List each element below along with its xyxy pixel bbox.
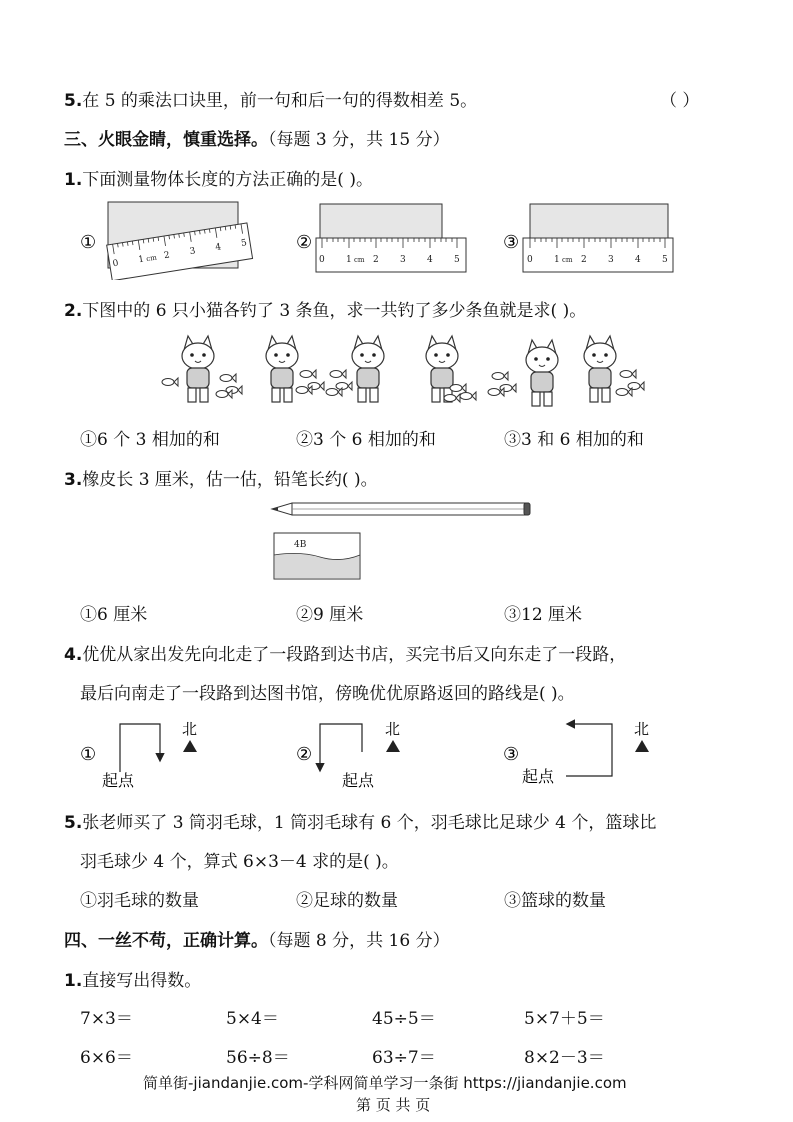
page-number: 第 页 共 页 xyxy=(356,1096,431,1114)
tick-label: 3 xyxy=(400,255,406,265)
calc-item[interactable]: 5×7＋5＝ xyxy=(524,1009,605,1029)
section-4-heading xyxy=(64,926,450,951)
question-number: 2. xyxy=(64,301,83,321)
cat-6 xyxy=(584,336,644,402)
unit-label: cm xyxy=(145,253,158,264)
route-option-3[interactable] xyxy=(503,720,649,786)
cats-fishing-illustration xyxy=(160,330,650,410)
option-mark: ② xyxy=(296,232,313,253)
cat-5 xyxy=(488,340,558,406)
question-text: 优优从家出发先向北走了一段路到达书店，买完书后又向东走了一段路， xyxy=(82,645,627,665)
q3-option-1[interactable]: ①6 厘米 xyxy=(80,605,148,625)
ruler xyxy=(316,238,466,272)
question-2 xyxy=(64,296,586,321)
calc-item[interactable]: 7×3＝ xyxy=(80,1009,133,1029)
calc-item[interactable]: 5×4＝ xyxy=(226,1009,279,1029)
tick-label: 4 xyxy=(214,242,222,254)
tick-label: 1 xyxy=(137,254,145,266)
section-note: （每题 8 分，共 16 分） xyxy=(268,931,450,951)
section-title: 三、火眼金睛，慎重选择。 xyxy=(64,130,268,150)
north-label: 北 xyxy=(182,720,198,738)
tick-label: 0 xyxy=(527,255,533,265)
north-arrow-icon xyxy=(635,740,649,752)
question-prev-5 xyxy=(64,86,477,111)
tick-label: 5 xyxy=(454,255,460,265)
question-4-1 xyxy=(64,966,201,991)
section-title: 四、一丝不苟，正确计算。 xyxy=(64,931,268,951)
question-1 xyxy=(64,165,373,190)
question-text: 直接写出得数。 xyxy=(82,971,202,991)
object-bar xyxy=(320,204,442,238)
north-label: 北 xyxy=(634,720,650,738)
q5-option-2[interactable]: ②足球的数量 xyxy=(296,891,398,911)
pencil-eraser-figure xyxy=(270,497,540,583)
tick-label: 4 xyxy=(427,255,433,265)
start-label: 起点 xyxy=(342,771,375,790)
option-2-ruler xyxy=(316,204,466,272)
tick-label: 1 xyxy=(554,255,560,265)
start-label: 起点 xyxy=(102,771,135,790)
unit-label: cm xyxy=(354,256,365,264)
question-5-line-1 xyxy=(64,808,656,833)
question-text: 橡皮长 3 厘米，估一估，铅笔长约( )。 xyxy=(82,470,378,490)
question-4-line-2: 最后向南走了一段路到达图书馆，傍晚优优原路返回的路线是( )。 xyxy=(80,684,575,704)
question-number: 5. xyxy=(64,91,83,111)
north-arrow-icon xyxy=(183,740,197,752)
eraser xyxy=(274,533,360,579)
option-3-ruler xyxy=(523,204,673,272)
footer-watermark: 简单街-jiandanjie.com-学科网简单学习一条街 https://jiandanjie.com xyxy=(143,1074,627,1092)
q2-option-1[interactable]: ①6 个 3 相加的和 xyxy=(80,430,220,450)
tick-label: 1 xyxy=(346,255,352,265)
tick-label: 2 xyxy=(581,255,587,265)
start-label: 起点 xyxy=(522,767,555,786)
calc-item[interactable]: 56÷8＝ xyxy=(226,1048,290,1068)
cat-1 xyxy=(162,336,242,402)
section-3-heading xyxy=(64,125,450,150)
pencil xyxy=(272,503,530,515)
tick-label: 0 xyxy=(319,255,325,265)
tick-label: 3 xyxy=(189,246,197,258)
question-4-line-1 xyxy=(64,640,626,665)
question-5-line-2: 羽毛球少 4 个，算式 6×3－4 求的是( )。 xyxy=(80,852,399,872)
option-mark: ③ xyxy=(503,232,520,253)
cat-3 xyxy=(326,336,384,402)
q5-option-1[interactable]: ①羽毛球的数量 xyxy=(80,891,199,911)
question-text: 张老师买了 3 筒羽毛球，1 筒羽毛球有 6 个，羽毛球比足球少 4 个，篮球比 xyxy=(82,813,657,833)
q2-option-2[interactable]: ②3 个 6 相加的和 xyxy=(296,430,436,450)
q3-option-2[interactable]: ②9 厘米 xyxy=(296,605,364,625)
question-3 xyxy=(64,465,378,490)
cat-4 xyxy=(426,336,476,402)
tick-label: 2 xyxy=(163,250,171,262)
option-mark: ② xyxy=(296,744,313,765)
question-number: 5. xyxy=(64,813,83,833)
north-label: 北 xyxy=(385,720,401,738)
q2-option-3[interactable]: ③3 和 6 相加的和 xyxy=(504,430,644,450)
question-text: 下图中的 6 只小猫各钓了 3 条鱼，求一共钓了多少条鱼就是求( )。 xyxy=(82,301,587,321)
ruler xyxy=(523,238,673,272)
object-bar xyxy=(530,204,668,238)
option-mark: ③ xyxy=(503,744,520,765)
calc-item[interactable]: 8×2－3＝ xyxy=(524,1048,605,1068)
question-text: 在 5 的乘法口诀里，前一句和后一句的得数相差 5。 xyxy=(82,91,478,111)
option-mark: ① xyxy=(80,232,97,253)
question-number: 1. xyxy=(64,971,83,991)
section-note: （每题 3 分，共 15 分） xyxy=(268,130,450,150)
unit-label: cm xyxy=(562,256,573,264)
route-diagrams xyxy=(78,712,678,792)
tick-label: 5 xyxy=(662,255,668,265)
answer-blank[interactable]: （ ） xyxy=(660,91,700,111)
calc-item[interactable]: 63÷7＝ xyxy=(372,1048,436,1068)
question-number: 3. xyxy=(64,470,83,490)
route-option-1[interactable] xyxy=(80,720,197,790)
question-text: 下面测量物体长度的方法正确的是( )。 xyxy=(82,170,373,190)
north-arrow-icon xyxy=(386,740,400,752)
option-mark: ① xyxy=(80,744,97,765)
option-1-ruler xyxy=(107,202,253,280)
cat-2 xyxy=(266,336,324,402)
tick-label: 0 xyxy=(111,258,120,270)
q3-option-3[interactable]: ③12 厘米 xyxy=(504,605,583,625)
question-number: 4. xyxy=(64,645,83,665)
question-number: 1. xyxy=(64,170,83,190)
ruler-figures xyxy=(78,198,718,280)
calc-item[interactable]: 6×6＝ xyxy=(80,1048,133,1068)
eraser-label: 4B xyxy=(294,540,307,550)
tick-label: 4 xyxy=(635,255,641,265)
calc-item[interactable]: 45÷5＝ xyxy=(372,1009,436,1029)
q5-option-3[interactable]: ③篮球的数量 xyxy=(504,891,606,911)
tick-label: 3 xyxy=(608,255,614,265)
route-option-2[interactable] xyxy=(296,720,400,790)
tick-label: 2 xyxy=(373,255,379,265)
tick-label: 5 xyxy=(240,238,248,250)
